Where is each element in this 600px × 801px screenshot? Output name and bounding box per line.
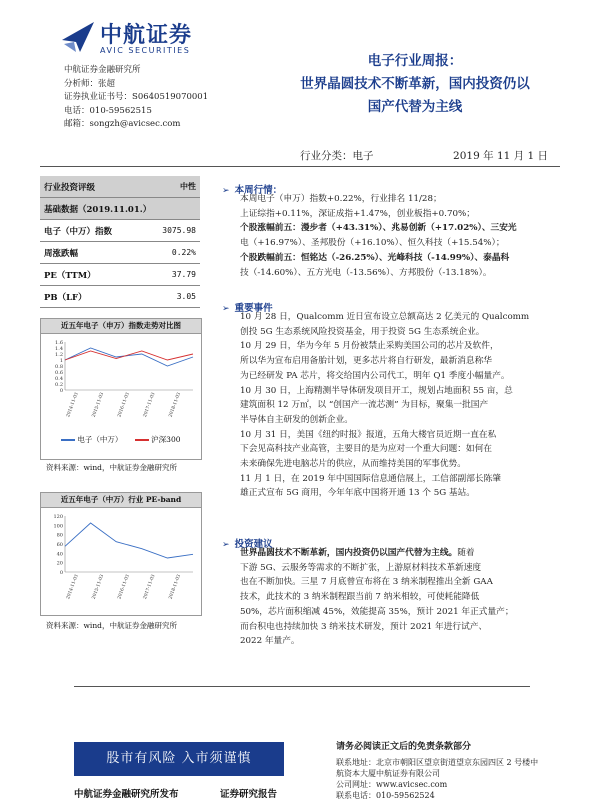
events-line: 下会见高科技产业高管，主要目的是为应对一个重大问题：如何在: [240, 444, 492, 455]
company-logo: [60, 18, 210, 60]
weekly-paragraph: [240, 192, 517, 280]
y-tick-label: 120: [53, 514, 63, 520]
logo-text-en: AVIC SECURITIES: [100, 46, 191, 55]
chart2-title: 近五年电子（中万）行业 PE-band: [41, 493, 201, 508]
y-tick-label: 40: [56, 551, 63, 558]
rating-label: 行业投资评级: [40, 176, 143, 198]
series-line-1: [65, 348, 193, 366]
events-paragraph: [240, 310, 529, 501]
events-line: 11 月 1 日，在 2019 年中国国际信息通信展上，工信部副部长陈肇: [240, 473, 501, 484]
table-row: [40, 220, 200, 242]
x-tick-label: 2018-11-03: [168, 573, 183, 601]
info-license: 证券执业证书号：S0640519070001: [64, 92, 209, 102]
header-divider: [40, 166, 560, 167]
stat-label: 电子（中万）指数: [40, 220, 143, 242]
weekly-line: 上证综指+0.11%，深证成指+1.47%，创业板指+0.70%；: [240, 208, 475, 219]
weekly-line: 技（-14.60%）、五方光电（-13.56%）、方邦股份（-13.18%）。: [240, 267, 492, 278]
title-line-2: 世界晶圆技术不断革新，国内投资仍以: [300, 76, 530, 92]
stat-value: 0.22%: [143, 242, 200, 264]
basic-data-table: [40, 176, 200, 308]
chart1-source: 资料来源：wind，中航证券金融研究所: [46, 463, 177, 472]
x-tick-label: 2014-11-03: [66, 573, 80, 601]
legend-swatch-2: [135, 439, 149, 441]
info-phone: 电话：010-59562515: [64, 105, 152, 116]
table-row: [40, 176, 200, 198]
legend-label-1: 电子（中万）: [77, 435, 123, 444]
x-tick-label: 2018-11-03: [168, 391, 183, 419]
table-row: [40, 198, 200, 220]
arrow-icon: ➢: [222, 186, 230, 196]
table-row: [40, 286, 200, 308]
title-line-1: 电子行业周报：: [367, 53, 463, 69]
y-tick-label: 100: [53, 523, 63, 530]
y-tick-label: 1.2: [55, 352, 63, 358]
weekly-line: 个股跌幅前五：恒铭达（-26.25%）、光峰科技（-14.99%）、泰晶科: [240, 252, 510, 263]
stat-value: 3.05: [143, 286, 200, 308]
logo-text-cn: 中航证券: [100, 23, 193, 48]
footer-publisher: 中航证券金融研究所发布: [74, 789, 179, 800]
base-data-label: 基础数据（2019.11.01.）: [40, 198, 200, 220]
info-email[interactable]: 邮箱：songzh@avicsec.com: [64, 119, 181, 129]
events-line: 雄正式宣布 5G 商用，今年年底中国将开通 13 个 5G 基站。: [240, 488, 475, 499]
events-line: 创投 5G 生态系统风险投资基金，用于投资 5G 生态系统企业。: [240, 326, 485, 337]
stat-label: PB（LF）: [40, 286, 143, 308]
y-tick-label: 80: [56, 532, 63, 539]
events-line: 10 月 30 日，上海精测半导体研发项目开工，规划占地面积 55 亩，总: [240, 385, 513, 396]
stat-label: 周涨跌幅: [40, 242, 143, 264]
chart1-title: 近五年电子（申万）指数走势对比图: [41, 319, 201, 334]
pe-band-chart: [40, 492, 202, 616]
events-line: 建筑面积 12 万㎡，以 “创国产一流芯测” 为目标，聚集一批国产: [240, 400, 489, 411]
table-row: [40, 264, 200, 286]
events-line: 10 月 28 日，Qualcomm 近日宣布设立总额高达 2 亿美元的 Qualcomm: [240, 312, 530, 322]
legend-label-2: 沪深300: [151, 435, 181, 444]
x-tick-label: 2016-11-03: [117, 391, 131, 419]
events-line: 为已经研发 PA 芯片，将交给国内公司代工，明年 Q1 季度小幅量产。: [240, 370, 510, 381]
y-tick-label: 1.4: [55, 346, 63, 352]
index-trend-chart: [40, 318, 202, 460]
y-tick-label: 1.6: [55, 340, 63, 346]
y-tick-label: 0: [59, 388, 63, 394]
arrow-icon: ➢: [222, 304, 230, 314]
y-tick-label: 0.8: [55, 364, 63, 370]
advice-line: 2022 年量产。: [240, 636, 300, 647]
footer-divider: [74, 686, 530, 687]
info-institute: 中航证券金融研究所: [64, 65, 141, 75]
advice-paragraph: [240, 546, 514, 649]
footer-contact: [336, 742, 538, 801]
x-tick-label: 2015-11-03: [91, 573, 106, 601]
stat-label: PE（TTM）: [40, 264, 143, 286]
y-tick-label: 0.6: [55, 370, 63, 376]
events-title: 重要事件: [234, 303, 273, 314]
events-line: 10 月 29 日，华为今年 5 月份被禁止采购美国公司的芯片及软件，: [240, 341, 499, 352]
advice-lead-tail: 随着: [457, 548, 475, 558]
advice-line: 技术，此技术的 3 纳米制程跟当前 7 纳米相较，可使耗能降低: [240, 592, 480, 603]
industry-category: 行业分类：电子: [300, 150, 374, 162]
y-tick-label: 1: [59, 358, 63, 364]
weekly-line: 本周电子（申万）指数+0.22%，行业排名 11/28；: [240, 194, 442, 204]
events-line: 未来确保先进电脑芯片的供应，从而维持美国的军事优势。: [240, 459, 466, 470]
x-tick-label: 2015-11-03: [91, 391, 106, 419]
contact-line[interactable]: 公司网址：www.avicsec.com: [336, 780, 448, 789]
advice-line-lead: [240, 546, 514, 561]
x-tick-label: 2014-11-03: [66, 391, 80, 419]
advice-line: 50%，芯片面积缩减 45%，效能提高 35%，预计 2021 年正式量产；: [240, 606, 514, 617]
legend-swatch-1: [61, 439, 75, 441]
series-line-1: [65, 523, 193, 558]
arrow-icon: ➢: [222, 540, 230, 550]
y-tick-label: 60: [56, 542, 63, 548]
contact-line: 航资本大厦中航证券有限公司: [336, 769, 440, 778]
footer-report-type: 证券研究报告: [220, 789, 278, 800]
report-date: 2019 年 11 月 1 日: [453, 150, 548, 162]
events-line: 所以华为宣布启用备胎计划，更多芯片将自行研发，最新消息称华: [240, 356, 492, 367]
rating-value: 中性: [143, 176, 200, 198]
y-tick-label: 20: [56, 560, 63, 567]
stat-value: 37.79: [143, 264, 200, 286]
report-title: [250, 50, 580, 119]
events-line: 10 月 31 日，美国《纽约时报》报道，五角大楼官员近期一直在私: [240, 429, 497, 440]
risk-banner: 股市有风险 入市须谨慎: [74, 742, 284, 776]
chart1-plot: [41, 334, 201, 434]
advice-line: 也在不断加快。三星 7 月底曾宣布将在 3 纳米制程推出全新 GAA: [240, 577, 493, 588]
table-row: [40, 242, 200, 264]
disclaimer-title: 请务必阅读正文后的免责条款部分: [336, 742, 472, 752]
x-tick-label: 2016-11-03: [117, 573, 131, 601]
weekly-title: 本周行情：: [234, 185, 283, 196]
x-tick-label: 2017-11-03: [142, 573, 157, 601]
advice-title: 投资建议: [234, 539, 273, 550]
title-line-3: 国产代替为主线: [367, 99, 463, 115]
advice-line: 而台积电也持续加快 3 纳米技术研发，预计 2021 年进行试产、: [240, 621, 488, 632]
contact-line: 联系地址：北京市朝阳区望京街道望京东园四区 2 号楼中: [336, 758, 539, 767]
weekly-line: 电（+16.97%）、圣邦股份（+16.10%）、恒久科技（+15.54%）；: [240, 238, 505, 249]
chart2-source: 资料来源：wind，中航证券金融研究所: [46, 621, 177, 630]
weekly-line: 个股涨幅前五：漫步者（+43.31%）、兆易创新（+17.02%）、三安光: [240, 223, 517, 234]
advice-line: 下游 5G、云服务等需求的不断扩张，上游原材料技术革新速度: [240, 562, 482, 573]
y-tick-label: 0.2: [55, 382, 63, 388]
x-tick-label: 2017-11-03: [142, 391, 157, 419]
y-tick-label: 0: [59, 570, 63, 576]
chart1-legend: [41, 434, 201, 445]
contact-line: 联系电话：010-59562524: [336, 791, 435, 800]
advice-lead: 世界晶圆技术不断革新，国内投资仍以国产代替为主线。: [240, 548, 458, 558]
analyst-info: [64, 64, 208, 132]
stat-value: 3075.98: [143, 220, 200, 242]
chart2-plot: [41, 508, 201, 614]
info-analyst: 分析师：张超: [64, 78, 116, 89]
report-meta: [300, 148, 548, 163]
y-tick-label: 0.4: [55, 376, 63, 382]
events-line: 半导体自主研发的创新企业。: [240, 414, 353, 425]
plane-logo-icon: [60, 18, 96, 56]
